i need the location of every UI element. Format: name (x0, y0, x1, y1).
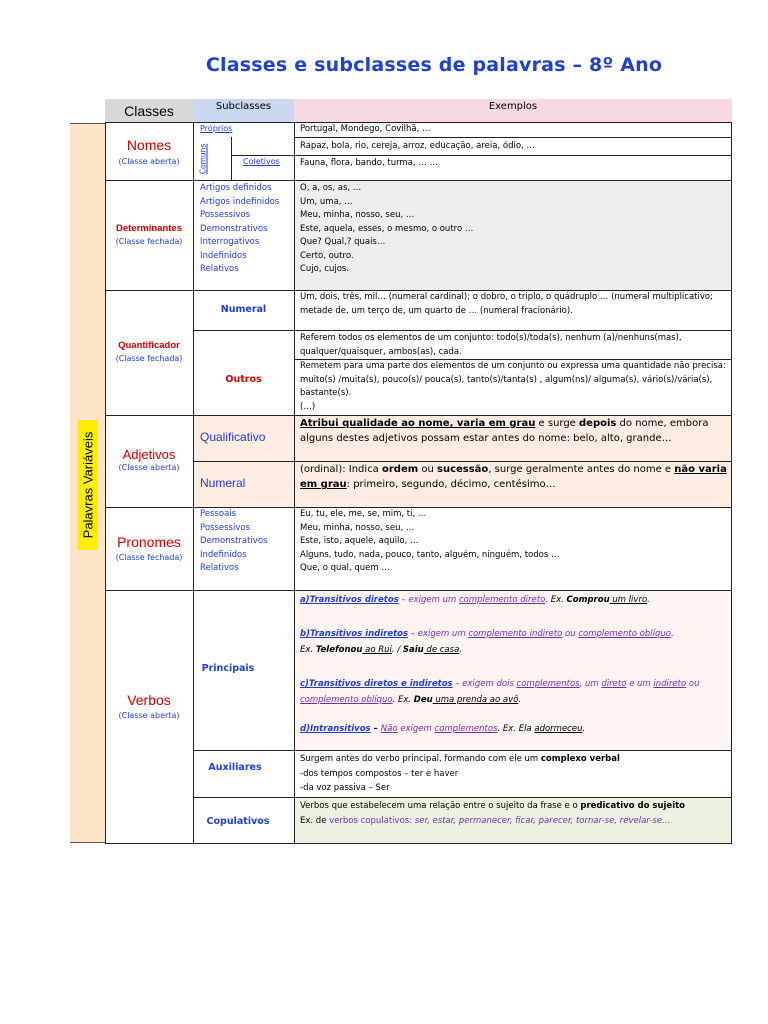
class-pronomes-tag: (Classe fechada) (115, 553, 183, 562)
side-label-box (77, 420, 98, 550)
pronomes-subclasses (200, 508, 292, 576)
list-item: Um, uma, … (300, 196, 353, 207)
list-item: Eu, tu, ele, me, se, mim, ti, … (300, 509, 427, 519)
list-item: Possessivos (200, 210, 250, 220)
ex-verbos-b: b)Transitivos indiretos – exigem um complemento indireto ou complemento oblíquo. Ex. Telefonou ao Rui. / Saiu de casa. (300, 629, 674, 655)
sub-outros: Outros (225, 374, 262, 385)
class-pronomes: Pronomes (117, 534, 181, 550)
ex-outros-2: Remetem para uma parte dos elementos de um conjunto ou expressa uma quantidade não precisa: muito(s) /muita(s), pouco(s)/ pouca(s), tanto(s)/tanta(s) , algum(ns)/ alguma(s), vário(s)/vária(s), bastante(s). (300, 361, 726, 398)
class-determinantes-tag: (Classe fechada) (115, 237, 183, 246)
sub-numeral-quant: Numeral (220, 304, 267, 315)
ex-verbos-a: a)Transitivos diretos – exigem um complemento direto. Ex. Comprou um livro. (300, 595, 650, 605)
list-item: Demonstrativos (200, 223, 268, 234)
list-item: O, a, os, as, … (300, 183, 362, 193)
ex-outros-1: Referem todos os elementos de um conjunto: todo(s)/toda(s), nenhum (a)/nenhuns(mas), qualquer/quaisquer, ambos(as), cada. (300, 333, 682, 357)
ex-numeral-quant: Um, dois, três, mil… (numeral cardinal); o dobro, o triplo, o quádruplo … (numeral multiplicativo; metade de, um terço de, um quarto de … (numeral fracionário). (300, 292, 713, 316)
class-adjetivos-tag: (Classe aberta) (118, 463, 180, 472)
list-item: Este, aquela, esses, o mesmo, o outro … (300, 223, 474, 234)
pronomes-examples (300, 508, 728, 576)
class-determinantes: Determinantes (116, 223, 182, 234)
header-examples: Exemplos (294, 99, 732, 122)
header-classes: Classes (105, 99, 193, 122)
class-verbos: Verbos (127, 692, 171, 708)
list-item: Indefinidos (200, 250, 247, 261)
list-item: Certo, outro. (300, 250, 354, 261)
sub-comuns: Comuns (198, 143, 208, 175)
list-item: Pessoais (200, 509, 237, 519)
class-quantificador-tag: (Classe fechada) (115, 354, 183, 363)
sub-principais: Principais (201, 663, 255, 674)
sub-auxiliares: Auxiliares (208, 762, 262, 773)
sub-copulativos: Copulativos (206, 816, 270, 827)
header-subclasses: Subclasses (193, 99, 294, 122)
sub-numeral-adj: Numeral (200, 476, 246, 490)
list-item: Interrogativos (200, 237, 260, 247)
page-title: Classes e subclasses de palavras – 8º Ano (205, 54, 663, 76)
ex-verbos-d: d)Intransitivos – Não exigem complementos. Ex. Ela adormeceu. (300, 724, 586, 734)
ex-copulativos: Verbos que estabelecem uma relação entre o sujeito da frase e o predicativo do sujeito Ex. de verbos copulativos: ser, estar, permanecer, ficar, parecer, tornar-se, revelar-se… (300, 801, 686, 826)
ex-numeral-adj: (ordinal): Indica ordem ou sucessão, surge geralmente antes do nome e não varia em grau: primeiro, segundo, décimo, centésimo… (300, 464, 727, 490)
ex-proprios: Portugal, Mondego, Covilhã, … (300, 124, 431, 134)
ex-outros-3: (…) (300, 402, 316, 412)
ex-qualificativo: Atribui qualidade ao nome, varia em grau e surge depois do nome, embora alguns destes adjetivos possam estar antes do nome: belo, alto, grande… (300, 418, 709, 444)
list-item: Meu, minha, nosso, seu, … (300, 522, 415, 533)
list-item: Possessivos (200, 522, 250, 533)
sub-coletivos: Coletivos (243, 157, 280, 166)
list-item: Alguns, tudo, nada, pouco, tanto, alguém, ninguém, todos … (300, 549, 560, 560)
sub-proprios: Próprios (200, 124, 233, 133)
determinantes-examples (300, 182, 728, 277)
ex-comuns: Rapaz, bola, rio, cereja, arroz, educação, areia, ódio, … (300, 141, 535, 151)
list-item: Artigos definidos (200, 183, 272, 193)
determinantes-subclasses (200, 182, 292, 277)
sub-comuns-box (196, 142, 210, 176)
sub-qualificativo: Qualificativo (200, 430, 266, 444)
class-nomes-tag: (Classe aberta) (118, 157, 180, 166)
list-item: Que, o qual, quem … (300, 563, 390, 573)
side-label: Palavras Variáveis (80, 431, 95, 539)
list-item: Meu, minha, nosso, seu, … (300, 210, 415, 220)
list-item: Demonstrativos (200, 536, 268, 546)
class-nomes: Nomes (126, 137, 172, 153)
ex-coletivos: Fauna, flora, bando, turma, … … (300, 158, 439, 168)
list-item: Artigos indefinidos (200, 196, 280, 207)
list-item: Relativos (200, 264, 239, 274)
list-item: Relativos (200, 563, 239, 573)
class-adjetivos: Adjetivos (122, 447, 176, 462)
ex-auxiliares: Surgem antes do verbo principal, formando com ele um complexo verbal -dos tempos compostos – ter e haver -da voz passiva – Ser (300, 754, 620, 793)
class-quantificador: Quantificador (118, 340, 180, 351)
list-item: Que? Qual,? quais… (300, 237, 386, 247)
ex-verbos-c: c)Transitivos diretos e indiretos – exigem dois complementos, um direto e um indireto ou complemento oblíquo. Ex. Deu uma prenda ao avô. (300, 679, 700, 705)
class-verbos-tag: (Classe aberta) (118, 711, 180, 720)
list-item: Indefinidos (200, 549, 247, 560)
list-item: Este, isto, aquele, aquilo, … (300, 536, 419, 546)
list-item: Cujo, cujos. (300, 264, 350, 274)
